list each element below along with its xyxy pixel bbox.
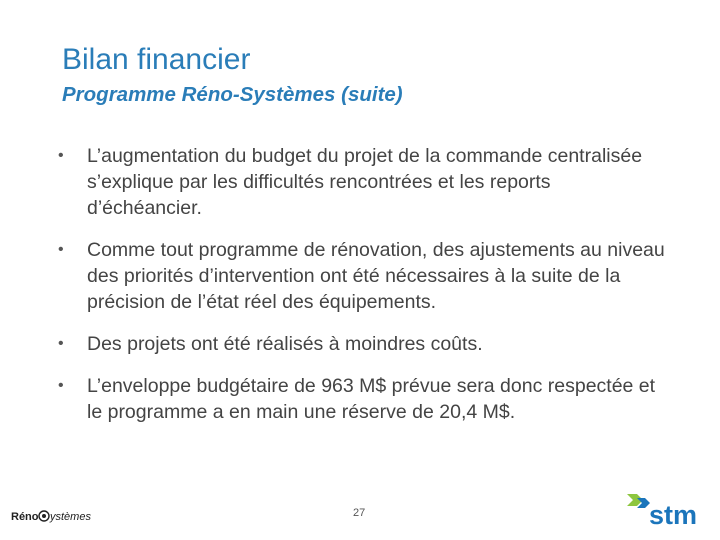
reno-systemes-logo: [11, 506, 101, 526]
bullet-text: L’augmentation du budget du projet de la commande centralisée s’explique par les difficultés rencontrées et les reports d’échéancier.: [87, 145, 643, 219]
bullet-icon: •: [58, 241, 64, 258]
bullet-item: [58, 143, 668, 221]
bullet-list: [58, 143, 668, 441]
page-number: 27: [353, 507, 366, 519]
bullet-icon: •: [58, 377, 64, 394]
slide-subtitle: Programme Réno-Systèmes (suite): [62, 83, 403, 106]
svg-text:stm: stm: [649, 500, 698, 530]
svg-text:ystèmes: ystèmes: [50, 511, 91, 523]
bullet-text: Des projets ont été réalisés à moindres coûts.: [87, 333, 483, 355]
svg-text:Réno: Réno: [11, 511, 39, 523]
bullet-icon: •: [58, 335, 64, 352]
bullet-text: Comme tout programme de rénovation, des ajustements au niveau des priorités d’intervention ont été nécessaires à la suite de la précision de l’état réel des équipements.: [87, 239, 665, 313]
bullet-item: [58, 331, 668, 357]
bullet-item: [58, 373, 668, 425]
bullet-item: [58, 237, 668, 315]
bullet-icon: •: [58, 147, 64, 164]
stm-logo: [625, 490, 707, 530]
slide-title: Bilan financier: [62, 43, 251, 76]
bullet-text: L’enveloppe budgétaire de 963 M$ prévue sera donc respectée et le programme a en main une réserve de 20,4 M$.: [87, 375, 656, 423]
